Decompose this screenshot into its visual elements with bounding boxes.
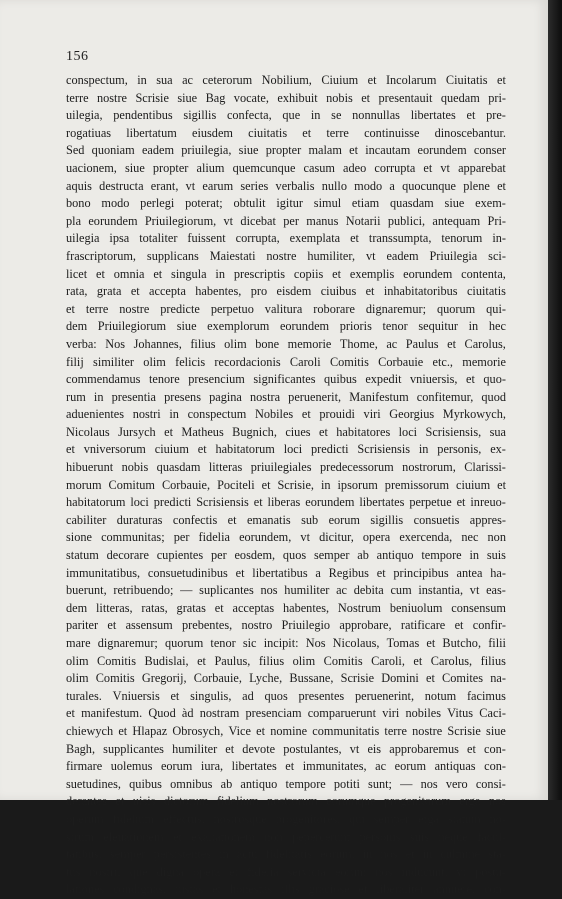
text-line: uilegia, pendentibus sigillis confecta, que in se nonnullas libertates et pre- <box>66 108 506 123</box>
text-line: turales. Vniuersis et singulis, ad quos presentes peruenerint, notum facimus <box>66 688 506 703</box>
text-line: chiewych et Hlapaz Obrosych, Vice et nomine communitatis terre nostre Scrisie siue <box>66 723 506 738</box>
text-line: statum decorare cupientes per eosdem, quos semper ab antiquo tempore in suis <box>66 548 506 563</box>
text-line: morum Comitum Corbauie, Pociteli et Scrisie, in ipsorum premissorum ciuium et <box>66 477 506 492</box>
text-line: filij similiter olim felicis recordacionis Caroli Comitis Corbauie etc., memorie <box>66 354 506 369</box>
body-text <box>66 72 506 899</box>
text-line: dem Priuilegiorum siue exemplorum eorundem prioris tenor sequitur in hec <box>66 319 506 334</box>
text-line: Sed quoniam eadem priuilegia, siue propter malam et incautam eorundem conser <box>66 143 506 158</box>
text-line: rum in presentia presens pagina nostra peruenerit, Manifestum confitemur, quod <box>66 389 506 404</box>
text-line: rata, grata et accepta habentes, pro eisdem ciuibus et inhabitatoribus ciuitatis <box>66 284 506 299</box>
text-line: habitatorum loci predicti Scrisiensis et liberas eorundem libertates perpetue et inreuo- <box>66 495 506 510</box>
text-line: bono modo perlegi poterat; obtulit igitur simul etiam quasdam siue exem- <box>66 196 506 211</box>
text-line: tatibus, semper persistentes in actu fidelitatis eorum, in nos et in culmine sta- <box>66 847 506 862</box>
text-line: aquis destructa erant, vt earum series verbalis nullo modo a quocunque plene et <box>66 178 506 193</box>
text-line: licet et omnia et singula in prescriptis copiis et exemplis eorundem contenta, <box>66 266 506 281</box>
text-line: lationes condignas, iustas et honestas illis graciose et liberaliter annuere, con- <box>66 882 506 897</box>
text-line: olim Comitis Budislai, et Paulus, filius olim Comitis Caroli, et Carolus, filius <box>66 653 506 668</box>
text-line: derantes et uisis dictorum fidelium nostrorum eorumque progenitorum erga nos <box>66 794 506 809</box>
text-line: firmare uolemus eorum iura, libertates et immunitates, ac eorum antiquas con- <box>66 759 506 774</box>
text-line: buerunt, retribuendo; — suplicantes nos humiliter ac debita cum instantia, vt eas- <box>66 583 506 598</box>
text-line: terre nostre Scrisie siue Bag vocate, exhibuit nobis et presentauit quedam pri- <box>66 90 506 105</box>
text-line: cabiliter duraturas confectis et emanatis sub eorum sigillis consuetis appres- <box>66 512 506 527</box>
text-line: Nicolaus Jursych et Matheus Bugnich, ciues et habitatores loci Scrisiensis, sua <box>66 424 506 439</box>
text-line: strum eleuationem et exaltationem non pepercerunt personis suis neque facul- <box>66 829 506 844</box>
text-line: operum fidelium effectus, nostrosque progenitores, qui semper erga statum no- <box>66 811 506 826</box>
scan-edge <box>548 0 562 800</box>
text-line: aduenientes nostri in conspectum Nobiles et prouidi viri Georgius Myrkowych, <box>66 407 506 422</box>
text-line: pariter et assensum prebentes, nostro Priuilegio approbare, ratificare et confir- <box>66 618 506 633</box>
text-line: conspectum, in sua ac ceterorum Nobilium, Ciuium et Incolarum Ciuitatis et <box>66 73 506 87</box>
text-line: hibuerunt nobis quasdam litteras priuilegiales predecessorum nostrorum, Clarissi- <box>66 460 506 475</box>
text-line: et vniversorum ciuium et habitatorum loci predicti Scrisiensis in personis, ex- <box>66 442 506 457</box>
text-line: et manifestum. Quod àd nostram presenciam comparuerunt viri nobiles Vitus Caci- <box>66 706 506 721</box>
text-line: frascriptorum, supplicans Maiestati nostre humiliter, vt eadem Priuilegia sci- <box>66 248 506 263</box>
text-line: rogatiuas libertatum eiusdem ciuitatis et terre continuisse dinoscebantur. <box>66 125 506 140</box>
text-line: et terre nostre predicte perpetuo valitura roborare dignaremur; quorum qui- <box>66 301 506 316</box>
text-line: dem litteras, ratas, gratas et acceptas habentes, Nostrum beniuolum consensum <box>66 600 506 615</box>
text-line: immunitatibus, consuetudinibus et libertatibus a Regibus et principibus antea ha- <box>66 565 506 580</box>
text-line: pla eorundem Priuilegiorum, vt dicebat per manus Notarii publici, antequam Pri- <box>66 213 506 228</box>
text-line: Bagh, supplicantes humiliter et devote postulantes, vt eis approbaremus et con- <box>66 741 506 756</box>
text-line: tus nostri; que digna opera et fidelia servicia eorum nos inducunt, vt postu- <box>66 864 506 879</box>
text-line: mare dignaremur; quorum tenor sic incipit: Nos Nicolaus, Tomas et Butcho, filii <box>66 636 506 650</box>
page-number: 156 <box>66 49 89 64</box>
text-line: uacionem, siue propter alium quemcunque casum adeo corrupta et vt apparebat <box>66 160 506 175</box>
text-line: uilegia ipsa totaliter fuissent corrupta, exemplata et transsumpta, tenorum in- <box>66 231 506 246</box>
text-line: verba: Nos Johannes, filius olim bone memorie Thome, ac Paulus et Carolus, <box>66 336 506 351</box>
text-line: suetudines, quibus omnibus ab antiquo tempore potiti sunt; — nos vero consi- <box>66 776 506 791</box>
text-line: olim Comitis Gregorij, Corbauie, Lyche, Bussane, Scrisie Domini et Comites na- <box>66 671 506 686</box>
text-line: commendamus tenore presencium significantes quibus expedit vniuersis, et quo- <box>66 372 506 387</box>
text-line: sione communitas; per fidelia eorundem, vt dicitur, opera exercenda, nec non <box>66 530 506 545</box>
